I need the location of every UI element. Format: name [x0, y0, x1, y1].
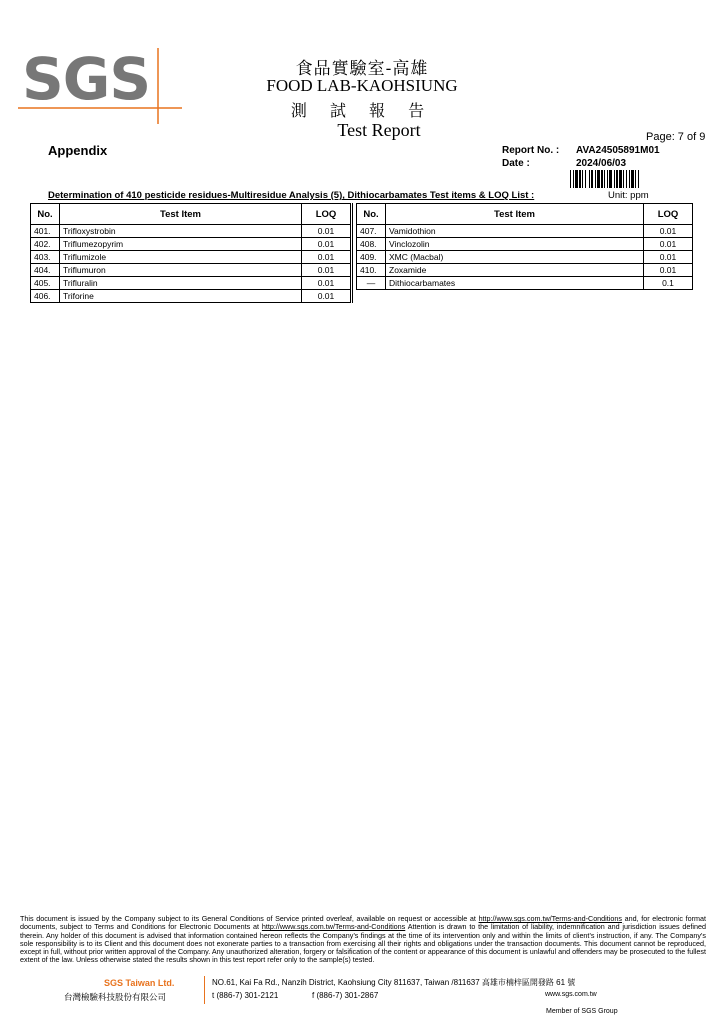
- company-address: NO.61, Kai Fa Rd., Nanzih District, Kaohsiung City 811637, Taiwan /811637 高雄市楠梓區開發路 61 號: [212, 978, 576, 987]
- row-item: XMC (Macbal): [386, 251, 644, 264]
- row-loq: 0.01: [644, 251, 693, 264]
- row-item: Zoxamide: [386, 264, 644, 277]
- table-row: [31, 251, 352, 264]
- report-title-cn: 測 試 報 告: [290, 101, 434, 120]
- col-no: No.: [357, 204, 386, 225]
- date-label: Date :: [502, 158, 530, 169]
- table-row: [31, 238, 352, 251]
- page-number: Page: 7 of 9: [646, 131, 706, 143]
- row-no: 404.: [31, 264, 60, 277]
- company-name-en: SGS Taiwan Ltd.: [104, 978, 175, 988]
- row-item: Triflumezopyrim: [60, 238, 302, 251]
- date-value: 2024/06/03: [576, 158, 627, 169]
- table-row: [31, 290, 352, 303]
- table-row: [357, 264, 693, 277]
- footer-divider: [204, 976, 205, 1004]
- row-no: 408.: [357, 238, 386, 251]
- row-no: 402.: [31, 238, 60, 251]
- row-item: Vamidothion: [386, 225, 644, 238]
- terms-link-1[interactable]: http://www.sgs.com.tw/Terms-and-Conditions: [478, 914, 622, 923]
- col-test-item: Test Item: [386, 204, 644, 225]
- logo-text: SGS: [22, 45, 151, 113]
- row-loq: 0.01: [302, 277, 352, 290]
- disclaimer-text-2: and, for electronic format documents, subject to Terms and Conditions for Electronic Documents at: [20, 914, 706, 932]
- row-loq: 0.01: [302, 290, 352, 303]
- col-loq: LOQ: [302, 204, 352, 225]
- report-no-label: Report No. :: [502, 145, 560, 156]
- row-loq: 0.01: [302, 251, 352, 264]
- row-loq: 0.01: [302, 238, 352, 251]
- row-item: Trifluralin: [60, 277, 302, 290]
- row-loq: 0.01: [644, 264, 693, 277]
- row-item: Vinclozolin: [386, 238, 644, 251]
- legal-disclaimer: [20, 915, 706, 965]
- table-row: [357, 277, 693, 290]
- row-loq: 0.01: [302, 264, 352, 277]
- unit-label: Unit: ppm: [608, 190, 649, 201]
- lab-title-en: FOOD LAB-KAOHSIUNG: [266, 76, 458, 95]
- section-title: Appendix: [48, 143, 108, 158]
- row-no: 410.: [357, 264, 386, 277]
- loq-table-left: [30, 203, 353, 303]
- loq-table-right: [356, 203, 693, 290]
- col-test-item: Test Item: [60, 204, 302, 225]
- company-name-cn: 台灣檢驗科技股份有限公司: [64, 993, 167, 1003]
- row-no: 406.: [31, 290, 60, 303]
- company-fax: f (886-7) 301-2867: [312, 991, 379, 1000]
- lab-title-cn: 食品實驗室-高雄: [295, 59, 429, 79]
- table-row: [357, 251, 693, 264]
- table-title: Determination of 410 pesticide residues-Multiresidue Analysis (5), Dithiocarbamates Test items & LOQ List :: [48, 190, 535, 201]
- row-loq: 0.01: [644, 238, 693, 251]
- disclaimer-text-1: This document is issued by the Company subject to its General Conditions of Service printed overleaf, available on request or accessible at: [20, 914, 479, 923]
- member-label: Member of SGS Group: [546, 1008, 618, 1015]
- row-loq: 0.01: [644, 225, 693, 238]
- table-row: [357, 238, 693, 251]
- row-no: 403.: [31, 251, 60, 264]
- table-row: [357, 225, 693, 238]
- row-no: 409.: [357, 251, 386, 264]
- row-item: Triforine: [60, 290, 302, 303]
- table-header-row: [31, 204, 352, 225]
- row-no: 401.: [31, 225, 60, 238]
- row-no: 405.: [31, 277, 60, 290]
- row-item: Trifloxystrobin: [60, 225, 302, 238]
- row-item: Triflumuron: [60, 264, 302, 277]
- table-header-row: [357, 204, 693, 225]
- barcode: [570, 170, 678, 188]
- company-website[interactable]: www.sgs.com.tw: [545, 991, 597, 998]
- row-no: 407.: [357, 225, 386, 238]
- report-title-en: Test Report: [337, 120, 421, 140]
- table-row: [31, 264, 352, 277]
- table-row: [31, 277, 352, 290]
- report-no-value: AVA24505891M01: [576, 145, 660, 156]
- col-loq: LOQ: [644, 204, 693, 225]
- disclaimer-text-3: Attention is drawn to the limitation of liability, indemnification and jurisdiction issues defined therein. Any holder of this document is advised that information contained hereon reflects the Company’s findings at the time of its intervention only and within the limits of client’s instruction, if any. The Company’s sole responsibility is to its Client and this document does not exonerate parties to a transaction from exercising all their rights and obligations under the transaction documents. This document cannot be reproduced, except in full, without prior written approval of the Company. Any unauthorized alteration, forgery or falsification of the content or appearance of this document is unlawful and offenders may be prosecuted to the fullest extent of the law. Unless otherwise stated the results shown in this test report refer only to the sample(s) tested.: [20, 922, 706, 965]
- terms-link-2[interactable]: http://www.sgs.com.tw/Terms-and-Conditions: [261, 922, 406, 932]
- table-row: [31, 225, 352, 238]
- row-item: Triflumizole: [60, 251, 302, 264]
- row-no: —: [357, 277, 386, 290]
- col-no: No.: [31, 204, 60, 225]
- row-item: Dithiocarbamates: [386, 277, 644, 290]
- company-tel: t (886-7) 301-2121: [212, 991, 279, 1000]
- row-loq: 0.01: [302, 225, 352, 238]
- row-loq: 0.1: [644, 277, 693, 290]
